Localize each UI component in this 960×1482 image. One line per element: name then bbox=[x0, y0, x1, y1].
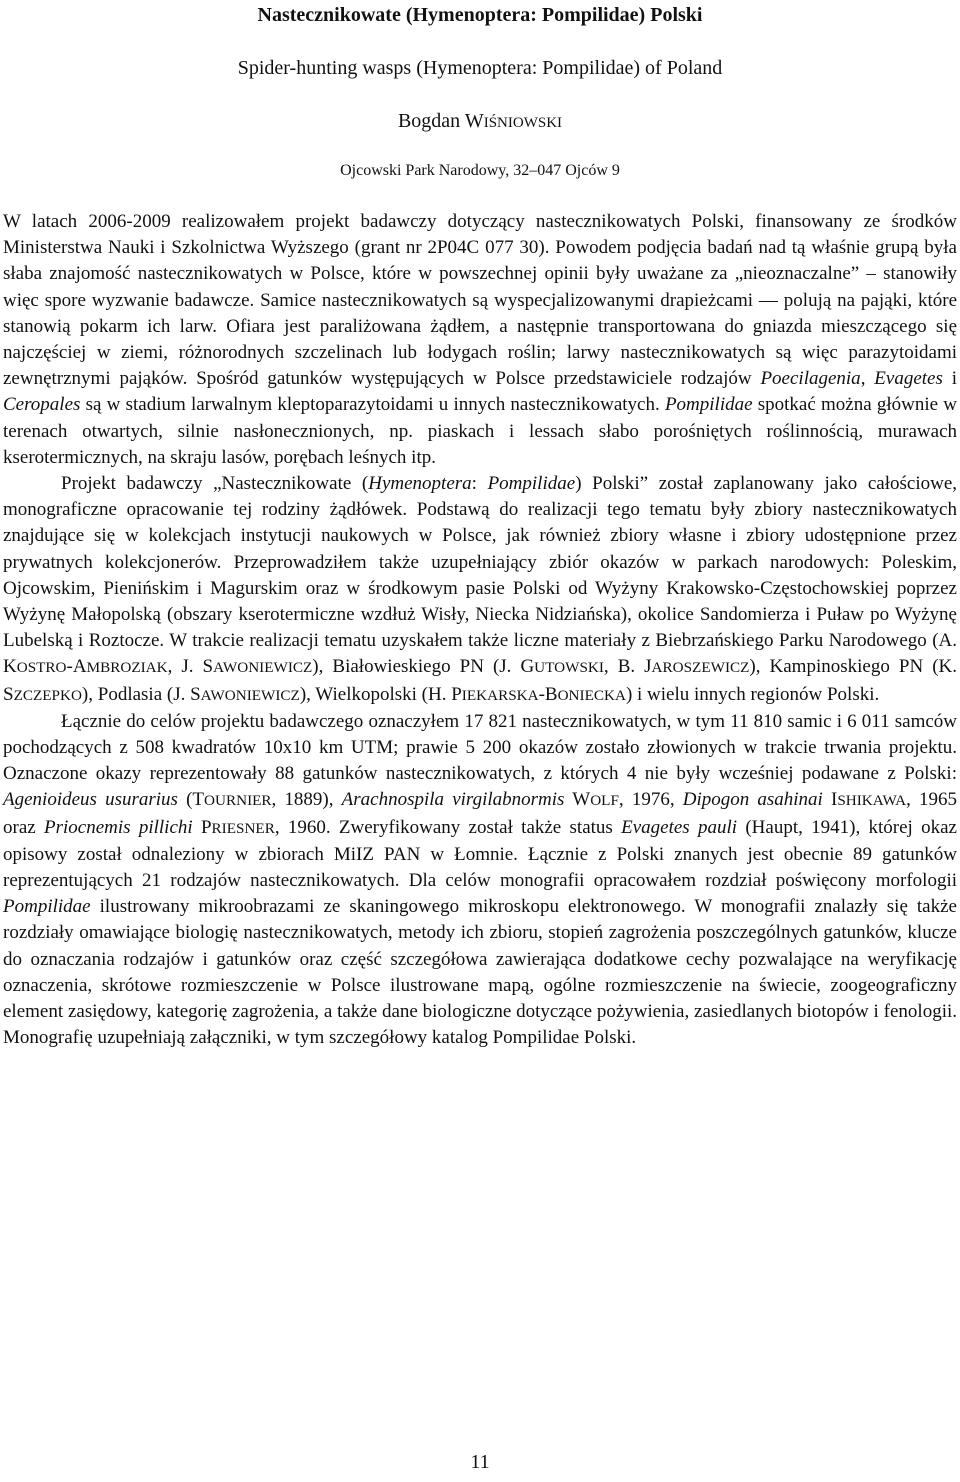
species-name: Arachnospila virgilabnormis bbox=[341, 789, 565, 811]
person-name: OSTRO bbox=[16, 659, 67, 677]
order-name: Hymenoptera bbox=[368, 473, 472, 495]
family-name: Pompilidae bbox=[3, 896, 91, 918]
text-run: ) Polski” został zaplanowany jako całościowe, monograficzne opracowanie tej rodziny żądłówek. Podstawą do realizacji tego tematu były zbiory nastecznikowatych znajdujące się w kolekcjach instytucji naukowych w Polsce, jak również zbiory własne i zbiory udostępnione przez prywatnych kolekcjonerów. Przeprowadziłem także uzupełniający zbiór okazów w parkach narodowych: Poleskim, Ojcowskim, Pienińskim i Magurskim oraz w środkowym pasie Polski od Wyżyny Krakowsko-Częstochowskiej poprzez Wyżynę Małopolską (obszary kserotermiczne wzdłuż Wisły, Niecka Nidziańska), okolice Sandomierza i Puław po Wyżynę Lubelską i Roztocze. W trakcie realizacji tematu uzyskałem także liczne materiały z Biebrzańskiego Parku Narodowego (A. K bbox=[3, 473, 958, 678]
species-name: Evagetes pauli bbox=[621, 816, 738, 838]
species-name: Priocnemis pillichi bbox=[44, 816, 193, 838]
author-citation: SHIKAWA bbox=[837, 792, 907, 810]
author-name-main: Bogdan W bbox=[397, 110, 484, 132]
text-run: I bbox=[822, 789, 838, 811]
person-name: ONIECKA bbox=[557, 686, 626, 704]
text-run: (Haupt, 1941), której okaz opisowy został odnaleziony w zbiorach MiIZ PAN w Łomnie. Łącznie z Polski znanych jest obecnie 89 gatunków reprezentujących 21 rodzajów nastecznikowatych. Dla celów monografii opracowałem rozdział poświęcony morfologii bbox=[3, 816, 957, 892]
text-run: -B bbox=[538, 683, 558, 705]
text-run: ), Wielkopolski (H. P bbox=[299, 683, 462, 705]
author-name-smallcaps: IŚNIOWSKI bbox=[483, 115, 563, 131]
person-name: AWONIEWICZ bbox=[200, 686, 300, 704]
family-name: Pompilidae bbox=[664, 394, 753, 416]
person-name: ZCZEPKO bbox=[13, 686, 82, 704]
genus-name: Ceropales bbox=[3, 394, 81, 416]
text-run: ), Kampinoskiego PN (K. S bbox=[3, 656, 957, 705]
person-name: AWONIEWICZ bbox=[213, 659, 313, 677]
species-name: Dipogon asahinai bbox=[682, 789, 823, 811]
text-run: ), Białowieskiego PN (J. G bbox=[312, 656, 535, 678]
person-name: IEKARSKA bbox=[461, 686, 539, 704]
text-run: (T bbox=[177, 789, 205, 811]
species-name: Agenioideus usurarius bbox=[3, 789, 178, 811]
person-name: MBROZIAK bbox=[86, 659, 168, 677]
text-run: , bbox=[860, 368, 875, 390]
text-run: -A bbox=[66, 656, 87, 678]
text-run: są w stadium larwalnym kleptoparazytoidami u innych nastecznikowatych. bbox=[80, 394, 665, 416]
text-run: ilustrowany mikroobrazami ze skaningowego mikroskopu elektronowego. W monografii znalazły się także rozdziały omawiające biologię nastecznikowatych, metody ich zbioru, stopień zagrożenia poszczególnych gatunków, klucze do oznaczania rodzajów i gatunków oraz część szczegółowa zawierająca dodatkowe cechy pozwalające na weryfikację oznaczenia, skrótowe rozmieszczenie w Polsce ilustrowane mapą, ogólne rozmieszczenie na świecie, zoogeograficzny element zasiędowy, kategorię zagrożenia, a także dane biologiczne dotyczące pożywienia, zasiedlanych biotopów i fenologii. Monografię uzupełniają załączniki, w tym szczegółowy katalog Pompilidae Polski. bbox=[3, 896, 957, 1049]
genus-name: Poecilagenia bbox=[760, 368, 861, 390]
text-run: i bbox=[942, 368, 958, 390]
paragraph-3 bbox=[3, 709, 957, 1052]
author-citation: RIESNER bbox=[211, 819, 275, 837]
text-run: , 1960. Zweryfikowany został także status bbox=[274, 816, 622, 838]
text-run: Łącznie do celów projektu badawczego oznaczyłem 17 821 nastecznikowatych, w tym 11 810 samic i 6 011 samców pochodzących z 508 kwadratów 10x10 km UTM; prawie 5 200 okazów zostało złowionych w trakcie trwania projektu. Oznaczone okazy reprezentowały 88 gatunków nastecznikowatych, z których 4 nie były wcześniej podawane z Polski: bbox=[3, 710, 957, 785]
text-run: P bbox=[192, 816, 212, 838]
page-title: Nastecznikowate (Hymenoptera: Pompilidae) Polski bbox=[257, 4, 703, 26]
article-body bbox=[3, 209, 957, 1052]
paragraph-2 bbox=[3, 471, 957, 709]
text-run: Projekt badawczy „Nastecznikowate ( bbox=[61, 473, 369, 495]
english-subtitle: Spider-hunting wasps (Hymenoptera: Pompilidae) of Poland bbox=[237, 57, 723, 79]
text-run: spotkać można głównie w terenach otwartych, silnie nasłonecznionych, np. piaskach i lessach słabo porośniętych roślinnością, murawach kserotermicznych, na skraju lasów, porębach leśnych itp. bbox=[3, 394, 958, 468]
author-affiliation: Ojcowski Park Narodowy, 32–047 Ojców 9 bbox=[340, 162, 620, 179]
person-name: AROSZEWICZ bbox=[651, 659, 750, 677]
author-citation: OLF bbox=[590, 792, 619, 810]
genus-name: Evagetes bbox=[874, 368, 943, 390]
text-run: : bbox=[471, 473, 488, 495]
paragraph-1 bbox=[3, 209, 957, 471]
author-name bbox=[0, 110, 960, 133]
text-run: ) i wielu innych regionów Polski. bbox=[625, 683, 880, 705]
text-run: , 1976, bbox=[618, 789, 683, 811]
family-name: Pompilidae bbox=[487, 473, 576, 495]
person-name: UTOWSKI bbox=[534, 659, 604, 677]
text-run: W bbox=[564, 789, 591, 811]
text-run: , J. S bbox=[167, 656, 214, 678]
text-run: W latach 2006-2009 realizowałem projekt badawczy dotyczący nastecznikowatych Polski, finansowany ze środków Ministerstwa Nauki i Szkolnictwa Wyższego (grant nr 2P04C 077 30). Powodem podjęcia badań nad tą właśnie grupą była słaba znajomość nastecznikowatych w Polsce, które w powszechnej opinii były uważane za „nieoznaczalne” – stanowiły więc spore wyzwanie badawcze. Samice nastecznikowatych są wyspecjalizowanymi drapieżcami — polują na pająki, które stanowią pokarm ich larw. Ofiara jest paraliżowana żądłem, a następnie transportowana do gniazda mieszczącego się najczęściej w ziemi, różnorodnych szczelinach lub łodygach roślin; larwy nastecznikowatych są więc parazytoidami zewnętrznymi pająków. Spośród gatunków występujących w Polsce przedstawiciele rodzajów bbox=[3, 211, 957, 390]
text-run: , B. J bbox=[603, 656, 652, 678]
text-run: ), Podlasia (J. S bbox=[81, 683, 201, 705]
text-run: , 1889), bbox=[271, 789, 342, 811]
page-number: 11 bbox=[470, 1451, 490, 1473]
author-citation: OURNIER bbox=[204, 792, 272, 810]
text-run: , 1965 oraz bbox=[3, 789, 958, 838]
